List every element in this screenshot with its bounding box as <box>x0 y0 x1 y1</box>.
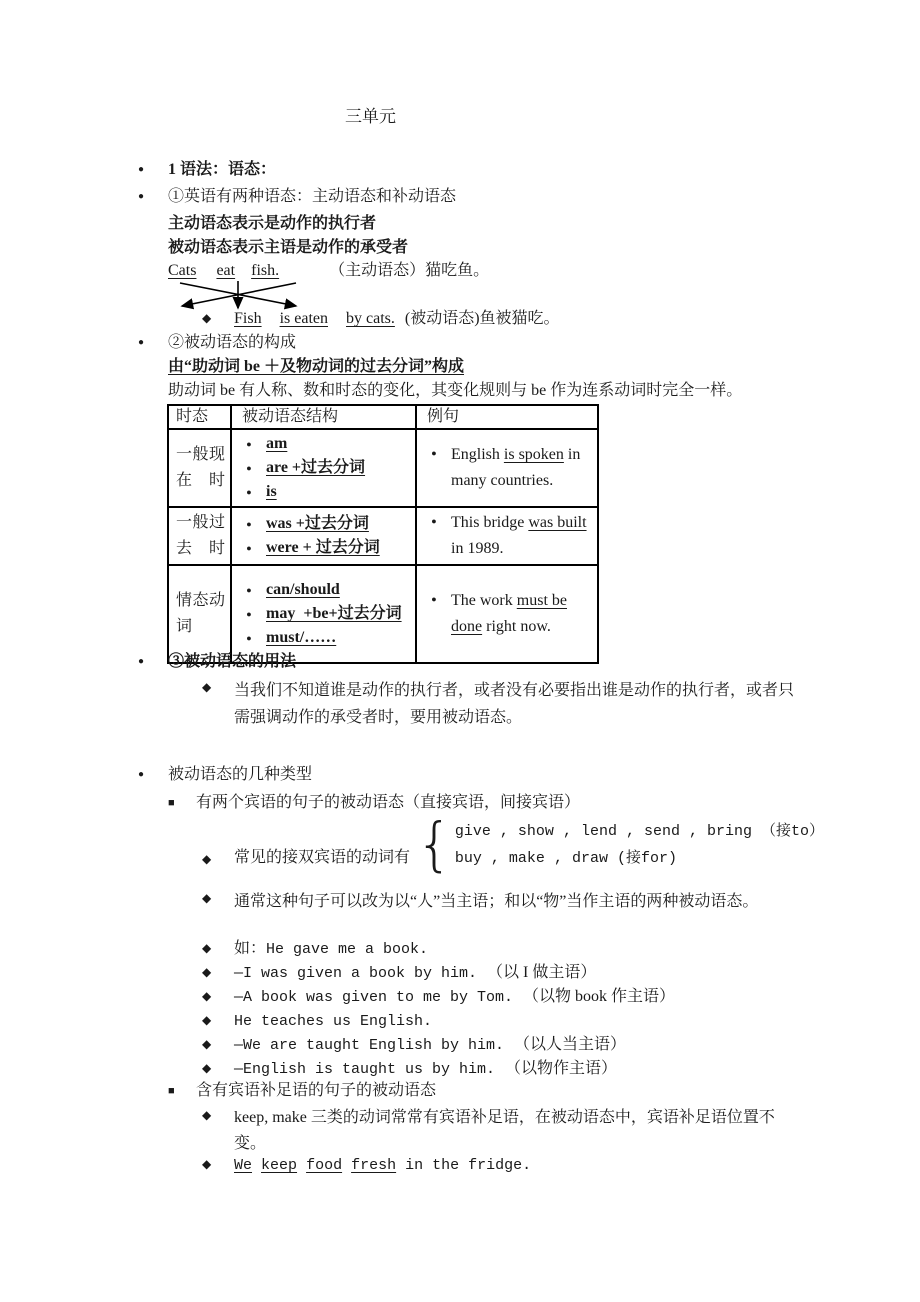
bullet-icon: ● <box>138 164 145 175</box>
ditransitive-verb-groups <box>455 818 824 872</box>
section2-heading-line <box>138 332 296 354</box>
diamond-icon: ◆ <box>202 1013 212 1027</box>
structure-cell: ● can/should ● may +be+过去分词 ● must/…… <box>231 565 416 663</box>
bullet-icon: ● <box>431 516 437 526</box>
bullet-icon: ● <box>246 609 252 619</box>
table-row <box>168 507 598 565</box>
section1-item1-line <box>138 186 456 208</box>
active-word-verb: eat <box>216 262 236 279</box>
active-word-subject: Cats <box>168 262 197 279</box>
formation-rule: 由“助动词 be ＋及物动词的过去分词”构成 <box>168 358 465 375</box>
example-note: （以 I 做主语） <box>487 964 597 981</box>
active-example-sentence <box>168 260 489 282</box>
example-sentence: —I was given a book by him. <box>234 965 478 982</box>
verbs-to-group: give , show , lend , send , bring （接to） <box>454 823 824 840</box>
bullet-icon: ● <box>138 656 145 667</box>
diamond-icon: ◆ <box>202 989 212 1003</box>
header-structure: 被动语态结构 <box>231 405 416 429</box>
square-icon: ■ <box>168 797 175 809</box>
example-line <box>202 985 675 1009</box>
transform-note: 通常这种句子可以改为以“人”当主语；和以“物”当作主语的两种被动语态。 <box>234 893 759 910</box>
example-note: （以人当主语） <box>514 1036 627 1053</box>
example-cell: ● English is spoken in many countries. <box>416 429 598 507</box>
section3-heading-line <box>138 651 296 673</box>
formation-note: 助动词 be 有人称、数和时态的变化，其变化规则与 be 作为连系动词时完全一样。 <box>168 382 743 399</box>
example-sentence: He teaches us English. <box>234 1013 433 1030</box>
bullet-icon: ● <box>246 439 252 449</box>
table-row <box>168 429 598 507</box>
fridge-example-line: ◆ We keep food fresh in the fridge. <box>202 1153 531 1177</box>
bullet-icon: ● <box>431 594 437 604</box>
diamond-icon: ◆ <box>202 1108 212 1122</box>
diamond-icon: ◆ <box>202 891 212 905</box>
section3-heading: ③被动语态的用法 <box>168 653 297 670</box>
square-icon: ■ <box>168 1085 175 1097</box>
section1-item1: ①英语有两种语态：主动语态和补动语态 <box>168 188 457 205</box>
section1-heading: 1 语法：语态： <box>168 161 277 178</box>
example-sentence: He gave me a book. <box>266 941 429 958</box>
subsection1-heading: 有两个宾语的句子的被动语态（直接宾语，间接宾语） <box>196 794 581 811</box>
example-line <box>202 1009 432 1033</box>
example-line <box>202 1033 626 1057</box>
bullet-icon: ● <box>138 337 145 348</box>
bullet-icon: ● <box>138 191 145 202</box>
section1-heading-line <box>138 159 276 181</box>
subsection2-heading: 含有宾语补足语的句子的被动语态 <box>196 1082 437 1099</box>
bullet-icon: ● <box>431 448 437 458</box>
diamond-icon: ◆ <box>202 1061 212 1075</box>
example-cell: ● This bridge was built in 1989. <box>416 507 598 565</box>
example-label: 如： <box>234 940 267 957</box>
ditransitive-verbs-item <box>202 810 824 878</box>
page-title: 三单元 <box>345 107 396 126</box>
table-header-row <box>168 405 598 429</box>
bullet-icon: ● <box>246 585 252 595</box>
passive-word-verb: is eaten <box>279 310 328 327</box>
tense-cell: 一般现在时 <box>168 429 231 507</box>
bullet-icon: ● <box>246 543 252 553</box>
diamond-icon: ◆ <box>202 941 212 955</box>
transform-note-item <box>202 888 794 915</box>
header-example: 例句 <box>416 405 598 429</box>
subsection1-heading-line <box>168 792 580 814</box>
structure-cell: ● am ● are +过去分词 ● is <box>231 429 416 507</box>
example-line <box>202 961 596 985</box>
section4-heading: 被动语态的几种类型 <box>168 766 313 783</box>
diamond-icon: ◆ <box>202 311 212 325</box>
tense-cell: 一般过去时 <box>168 507 231 565</box>
example-sentence: —English is taught us by him. <box>234 1061 496 1078</box>
bullet-icon: ● <box>246 487 252 497</box>
usage-note: 当我们不知道谁是动作的执行者，或者没有必要指出谁是动作的执行者，或者只需强调动作的承受者时，要用被动语态。 <box>234 682 795 726</box>
usage-note-item <box>202 677 794 731</box>
passive-word-agent: by cats. <box>346 310 395 327</box>
ditransitive-verbs-label: 常见的接双宾语的动词有 <box>234 849 411 866</box>
bullet-icon: ● <box>246 463 252 473</box>
passive-word-subject: Fish <box>234 310 262 327</box>
passive-structure-table <box>167 404 599 664</box>
diamond-icon: ◆ <box>202 1037 212 1051</box>
example-note: （以物作主语） <box>505 1060 618 1077</box>
bullet-icon: ● <box>246 519 252 529</box>
active-voice-definition: 主动语态表示是动作的执行者 <box>168 215 377 232</box>
left-brace-glyph: { <box>416 810 453 878</box>
section4-heading-line <box>138 764 312 786</box>
diamond-icon: ◆ <box>202 1157 212 1171</box>
complement-note: keep, make 三类的动词常常有宾语补足语，在被动语态中，宾语补足语位置不变。 <box>234 1109 775 1152</box>
bullet-icon: ● <box>246 633 252 643</box>
active-example-note: （主动语态）猫吃鱼。 <box>329 262 490 279</box>
passive-example-sentence <box>202 307 560 330</box>
example-note: （以物 book 作主语） <box>523 988 676 1005</box>
section2-heading: ②被动语态的构成 <box>168 334 297 351</box>
passive-voice-definition: 被动语态表示主语是动作的承受者 <box>168 239 409 256</box>
passive-example-note: (被动语态)鱼被猫吃。 <box>404 310 560 327</box>
example-sentence: —We are taught English by him. <box>234 1037 505 1054</box>
example-sentence: —A book was given to me by Tom. <box>234 989 514 1006</box>
diamond-icon: ◆ <box>202 680 212 694</box>
example-line <box>202 937 428 961</box>
structure-cell: ● was +过去分词 ● were + 过去分词 <box>231 507 416 565</box>
bullet-icon: ● <box>138 769 145 780</box>
header-tense: 时态 <box>168 405 231 429</box>
active-word-object: fish. <box>251 262 280 279</box>
diamond-icon: ◆ <box>202 852 212 866</box>
table-row <box>168 565 598 663</box>
subsection2-heading-line <box>168 1080 436 1102</box>
verbs-for-group: buy , make , draw (接for) <box>454 850 677 867</box>
complement-note-item <box>202 1105 794 1157</box>
diamond-icon: ◆ <box>202 965 212 979</box>
tense-cell: 情态动词 <box>168 565 231 663</box>
example-line <box>202 1057 617 1081</box>
example-cell: ● The work must be done right now. <box>416 565 598 663</box>
